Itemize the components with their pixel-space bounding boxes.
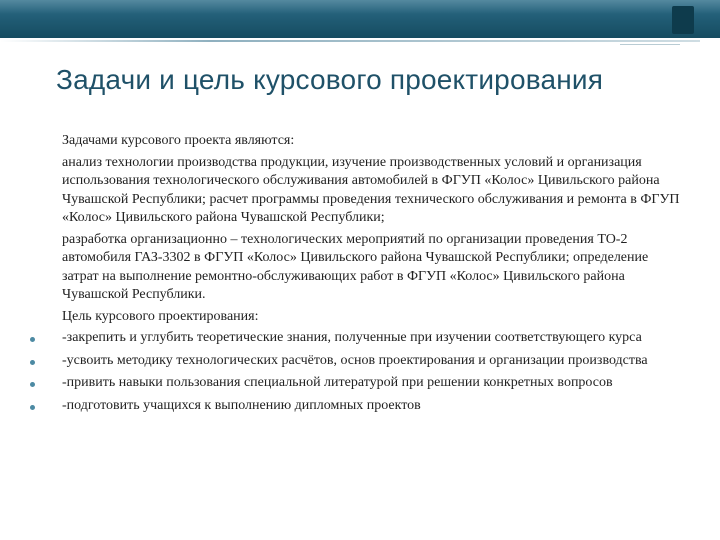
slide-title: Задачи и цель курсового проектирования — [56, 64, 604, 95]
body-paragraph-tasks-heading: Задачами курсового проекта являются: — [62, 133, 295, 148]
header-divider-short — [620, 44, 680, 45]
body-paragraph-analysis: анализ технологии производства продукции, изучение производственных условий и организация использования технологического обслуживания автомобилей в ФГУП «Колос» Цивильского района Чувашской Республики; расчет программы проведения технического обслуживания и ремонта в ФГУП «Колос» Цивильского района Чувашской Республики; — [62, 154, 680, 225]
slide-body — [30, 132, 690, 419]
bullet-text: -подготовить учащихся к выполнению дипломных проектов — [62, 397, 421, 413]
bullet-dot-icon — [30, 360, 35, 365]
bullet-text: -привить навыки пользования специальной литературой при решении конкретных вопросов — [62, 375, 613, 390]
header-accent-block — [672, 6, 694, 34]
bullet-text: -усвоить методику технологических расчётов, основ проектирования и организации производства — [62, 352, 648, 368]
header-divider-line — [0, 40, 700, 42]
body-paragraph-development: разработка организационно – технологических мероприятий по организации проведения ТО-2 автомобиля ГАЗ-3302 в ФГУП «Колос» Цивильского района Чувашской Республики; определение затрат на выполнение ремонтно-обслуживающих работ в ФГУП «Колос» Цивильского района Чувашской Республики. — [62, 231, 649, 302]
bullet-item — [30, 329, 690, 348]
bullet-item — [30, 374, 690, 393]
header-band — [0, 0, 720, 38]
body-paragraph-goal-heading: Цель курсового проектирования: — [62, 308, 259, 324]
bullet-dot-icon — [30, 337, 35, 342]
bullet-item — [30, 352, 690, 371]
header-shine — [0, 0, 720, 14]
bullet-dot-icon — [30, 405, 35, 410]
bullet-item — [30, 397, 690, 416]
bullet-text: -закрепить и углубить теоретические знания, полученные при изучении соответствующего курса — [62, 330, 642, 345]
bullet-dot-icon — [30, 382, 35, 387]
